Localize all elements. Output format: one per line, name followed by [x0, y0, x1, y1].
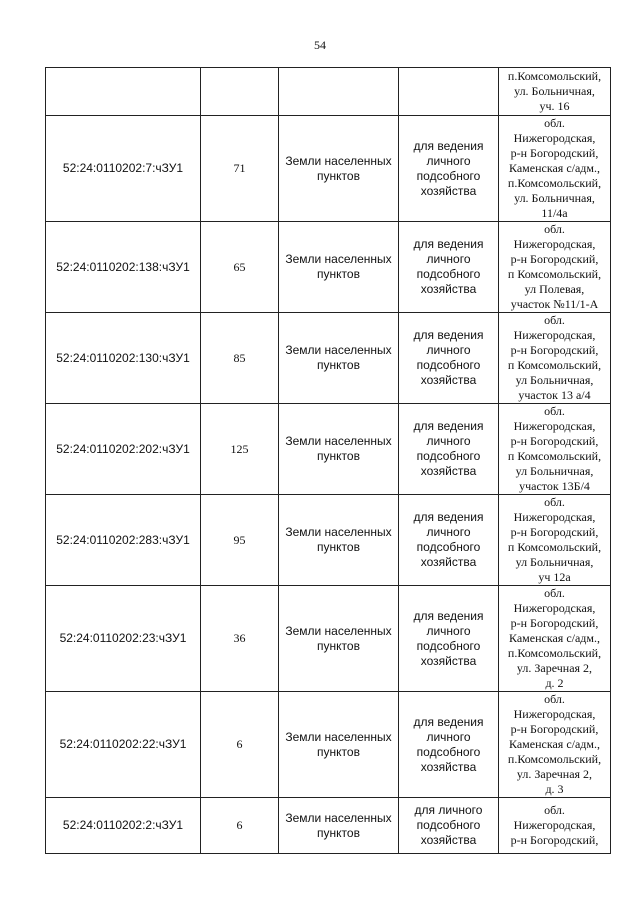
cell-line: Земли населенных [285, 623, 392, 638]
cell-line: ул Больничная, [515, 464, 594, 478]
cell-line: ул. Заречная 2, [516, 661, 593, 675]
cell-line: ул Больничная, [515, 373, 594, 387]
cell-line: р-н Богородский, [510, 525, 599, 539]
table-row [46, 313, 611, 404]
cell-line: пунктов [317, 638, 360, 653]
cell-line: личного [426, 525, 471, 539]
cell-line: подсобного [416, 358, 481, 372]
cell-line: для ведения [413, 237, 484, 251]
cadastral-number-cell: 52:24:0110202:138:чЗУ1 [46, 222, 201, 313]
cell-line: для ведения [413, 419, 484, 433]
cadastral-number-cell [46, 68, 201, 116]
table-body [46, 68, 611, 854]
area-cell: 6 [201, 692, 279, 798]
cell-line: участок №11/1-А [510, 297, 599, 311]
area-cell: 36 [201, 586, 279, 692]
cell-line: Земли населенных [285, 343, 392, 357]
land-category-cell [279, 692, 399, 798]
cell-line: для ведения [413, 138, 484, 153]
table-row [46, 68, 611, 116]
cell-line: п Комсомольский, [507, 358, 602, 372]
cell-line: Нижегородская, [513, 510, 596, 524]
cell-line: подсобного [416, 449, 481, 463]
cell-line: Каменская с/адм., [508, 737, 601, 751]
cell-line: Нижегородская, [513, 707, 596, 721]
cell-line: Нижегородская, [513, 818, 596, 832]
page-number: 54 [314, 38, 326, 52]
cell-line: пунктов [317, 449, 360, 463]
permitted-use-cell [399, 798, 499, 854]
cell-line: личного [426, 434, 471, 448]
cell-line: подсобного [416, 744, 481, 759]
cell-line: д. 3 [545, 782, 564, 796]
area-cell: 95 [201, 495, 279, 586]
cell-line: р-н Богородский, [510, 833, 599, 847]
cell-line: Земли населенных [285, 525, 392, 539]
cell-line: Каменская с/адм., [508, 631, 601, 645]
area-cell: 6 [201, 798, 279, 854]
cell-line: Земли населенных [285, 729, 392, 744]
cell-line: подсобного [416, 540, 481, 554]
land-category-cell [279, 116, 399, 222]
cell-line: обл. [544, 803, 565, 817]
cell-line: Земли населенных [285, 810, 392, 825]
cell-line: уч. 16 [539, 99, 570, 113]
cell-line: пунктов [317, 540, 360, 554]
area-cell: 65 [201, 222, 279, 313]
cell-line: хозяйства [420, 373, 477, 387]
cell-line: для ведения [413, 608, 484, 623]
cell-line: р-н Богородский, [510, 722, 599, 736]
cell-line: п.Комсомольский, [507, 176, 602, 190]
cell-line: хозяйства [420, 282, 477, 296]
cadastral-number-cell: 52:24:0110202:202:чЗУ1 [46, 404, 201, 495]
cell-line: р-н Богородский, [510, 252, 599, 266]
cell-line: хозяйства [420, 759, 477, 774]
land-category-cell [279, 798, 399, 854]
cell-line: пунктов [317, 358, 360, 372]
cell-line: Каменская с/адм., [508, 161, 601, 175]
address-cell [499, 68, 611, 116]
cell-line: ул Больничная, [515, 555, 594, 569]
cell-line: п.Комсомольский, [507, 646, 602, 660]
cell-line: р-н Богородский, [510, 616, 599, 630]
address-cell [499, 798, 611, 854]
area-cell [201, 68, 279, 116]
cell-line: п Комсомольский, [507, 449, 602, 463]
table-row [46, 692, 611, 798]
cell-line: пунктов [317, 267, 360, 281]
cell-line: Нижегородская, [513, 131, 596, 145]
cell-line: личного [426, 729, 471, 744]
cell-line: д. 2 [545, 676, 564, 690]
cell-line: пунктов [317, 744, 360, 759]
cell-line: Земли населенных [285, 252, 392, 266]
cell-line: Нижегородская, [513, 237, 596, 251]
cell-line: п.Комсомольский, [507, 69, 602, 83]
cadastral-number-cell: 52:24:0110202:22:чЗУ1 [46, 692, 201, 798]
cell-line: для ведения [413, 714, 484, 729]
permitted-use-cell [399, 222, 499, 313]
cell-line: Нижегородская, [513, 601, 596, 615]
table-row [46, 798, 611, 854]
cell-line: п.Комсомольский, [507, 752, 602, 766]
cell-line: Земли населенных [285, 153, 392, 168]
cell-line: пунктов [317, 825, 360, 840]
table-row [46, 586, 611, 692]
area-cell: 125 [201, 404, 279, 495]
land-category-cell [279, 313, 399, 404]
permitted-use-cell [399, 495, 499, 586]
cell-line: обл. [544, 222, 565, 236]
cell-line: обл. [544, 692, 565, 706]
cell-line: подсобного [416, 267, 481, 281]
permitted-use-cell [399, 692, 499, 798]
cell-line: хозяйства [420, 464, 477, 478]
cell-line: хозяйства [420, 555, 477, 569]
land-category-cell [279, 222, 399, 313]
cell-line: ул. Больничная, [514, 191, 595, 205]
cell-line: п Комсомольский, [507, 540, 602, 554]
table-row [46, 222, 611, 313]
cell-line: личного [426, 252, 471, 266]
cell-line: обл. [544, 586, 565, 600]
cadastral-number-cell: 52:24:0110202:130:чЗУ1 [46, 313, 201, 404]
table-row [46, 116, 611, 222]
permitted-use-cell [399, 116, 499, 222]
permitted-use-cell [399, 586, 499, 692]
cadastral-number-cell: 52:24:0110202:7:чЗУ1 [46, 116, 201, 222]
cell-line: личного [426, 153, 471, 168]
cell-line: личного [426, 623, 471, 638]
cell-line: обл. [544, 404, 565, 418]
cadastral-number-cell: 52:24:0110202:283:чЗУ1 [46, 495, 201, 586]
permitted-use-cell [399, 404, 499, 495]
cell-line: ул. Больничная, [514, 84, 595, 98]
cell-line: Нижегородская, [513, 328, 596, 342]
address-cell [499, 692, 611, 798]
permitted-use-cell [399, 313, 499, 404]
cell-line: хозяйства [420, 653, 477, 668]
cell-line: Земли населенных [285, 434, 392, 448]
cell-line: личного [426, 343, 471, 357]
table-row [46, 495, 611, 586]
cell-line: для личного [414, 803, 483, 817]
cell-line: п Комсомольский, [507, 267, 602, 281]
land-plots-table [45, 67, 611, 854]
cell-line: хозяйства [420, 833, 477, 847]
cadastral-number-cell: 52:24:0110202:2:чЗУ1 [46, 798, 201, 854]
land-category-cell [279, 495, 399, 586]
cell-line: обл. [544, 495, 565, 509]
cell-line: обл. [544, 313, 565, 327]
address-cell [499, 495, 611, 586]
address-cell [499, 313, 611, 404]
cell-line: обл. [544, 116, 565, 130]
cell-line: пунктов [317, 168, 360, 183]
address-cell [499, 586, 611, 692]
cell-line: хозяйства [420, 183, 477, 198]
area-cell: 71 [201, 116, 279, 222]
address-cell [499, 404, 611, 495]
permitted-use-cell [399, 68, 499, 116]
address-cell [499, 222, 611, 313]
cell-line: подсобного [416, 818, 481, 832]
cell-line: подсобного [416, 638, 481, 653]
cell-line: Нижегородская, [513, 419, 596, 433]
cell-line: подсобного [416, 168, 481, 183]
cell-line: р-н Богородский, [510, 146, 599, 160]
address-cell [499, 116, 611, 222]
area-cell: 85 [201, 313, 279, 404]
cell-line: 11/4а [541, 206, 568, 220]
cell-line: ул. Заречная 2, [516, 767, 593, 781]
cell-line: участок 13Б/4 [519, 479, 590, 493]
cadastral-number-cell: 52:24:0110202:23:чЗУ1 [46, 586, 201, 692]
cell-line: участок 13 а/4 [518, 388, 591, 402]
cell-line: уч 12а [538, 570, 571, 584]
table-row [46, 404, 611, 495]
cell-line: ул Полевая, [524, 282, 585, 296]
land-category-cell [279, 404, 399, 495]
cell-line: для ведения [413, 510, 484, 524]
cell-line: р-н Богородский, [510, 434, 599, 448]
cell-line: р-н Богородский, [510, 343, 599, 357]
land-category-cell [279, 68, 399, 116]
land-category-cell [279, 586, 399, 692]
cell-line: для ведения [413, 328, 484, 342]
